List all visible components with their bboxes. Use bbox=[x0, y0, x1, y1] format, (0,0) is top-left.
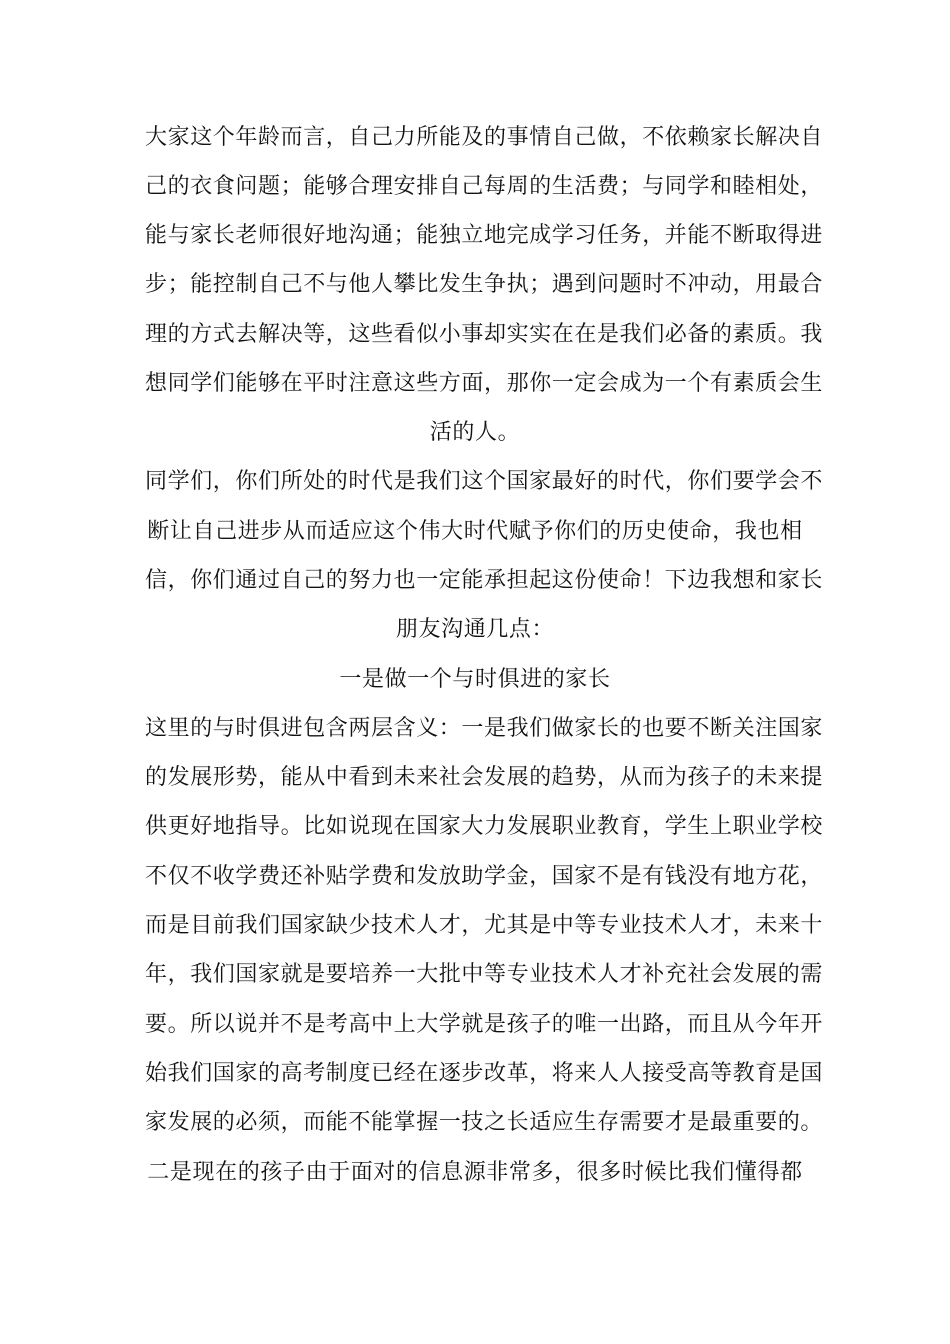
text-line-14: 的发展形势，能从中看到未来社会发展的趋势，从而为孩子的未来提 bbox=[145, 765, 824, 790]
text-line-4: 步；能控制自己不与他人攀比发生争执；遇到问题时不冲动，用最合 bbox=[145, 272, 824, 297]
text-line-9: 断让自己进步从而适应这个伟大时代赋予你们的历史使命，我也相 bbox=[147, 519, 803, 544]
text-line-16: 不仅不收学费还补贴学费和发放助学金，国家不是有钱没有地方花， bbox=[145, 864, 824, 889]
text-line-21: 家发展的必须，而能不能掌握一技之长适应生存需要才是最重要的。 bbox=[145, 1110, 824, 1135]
text-line-7: 活的人。 bbox=[429, 420, 521, 445]
text-line-3: 能与家长老师很好地沟通；能独立地完成学习任务，并能不断取得进 bbox=[145, 223, 824, 248]
text-line-13: 这里的与时俱进包含两层含义：一是我们做家长的也要不断关注国家 bbox=[145, 716, 824, 741]
text-line-10: 信，你们通过自己的努力也一定能承担起这份使命！下边我想和家长 bbox=[145, 568, 824, 593]
text-line-5: 理的方式去解决等，这些看似小事却实实在在是我们必备的素质。我 bbox=[145, 322, 824, 347]
text-line-2: 己的衣食问题；能够合理安排自己每周的生活费；与同学和睦相处， bbox=[145, 174, 824, 199]
section-heading: 一是做一个与时俱进的家长 bbox=[339, 667, 611, 692]
text-line-19: 要。所以说并不是考高中上大学就是孩子的唯一出路，而且从今年开 bbox=[145, 1012, 824, 1037]
text-line-20: 始我们国家的高考制度已经在逐步改革，将来人人接受高等教育是国 bbox=[145, 1061, 824, 1086]
text-line-15: 供更好地指导。比如说现在国家大力发展职业教育，学生上职业学校 bbox=[145, 814, 824, 839]
text-line-6: 想同学们能够在平时注意这些方面，那你一定会成为一个有素质会生 bbox=[145, 371, 824, 396]
text-line-11: 朋友沟通几点： bbox=[395, 617, 555, 642]
text-line-1: 大家这个年龄而言，自己力所能及的事情自己做，不依赖家长解决自 bbox=[145, 125, 824, 150]
text-line-22: 二是现在的孩子由于面对的信息源非常多，很多时候比我们懂得都 bbox=[147, 1160, 803, 1185]
text-line-17: 而是目前我们国家缺少技术人才，尤其是中等专业技术人才，未来十 bbox=[145, 913, 824, 938]
text-line-8: 同学们，你们所处的时代是我们这个国家最好的时代，你们要学会不 bbox=[145, 469, 824, 494]
text-line-18: 年，我们国家就是要培养一大批中等专业技术人才补充社会发展的需 bbox=[145, 962, 824, 987]
